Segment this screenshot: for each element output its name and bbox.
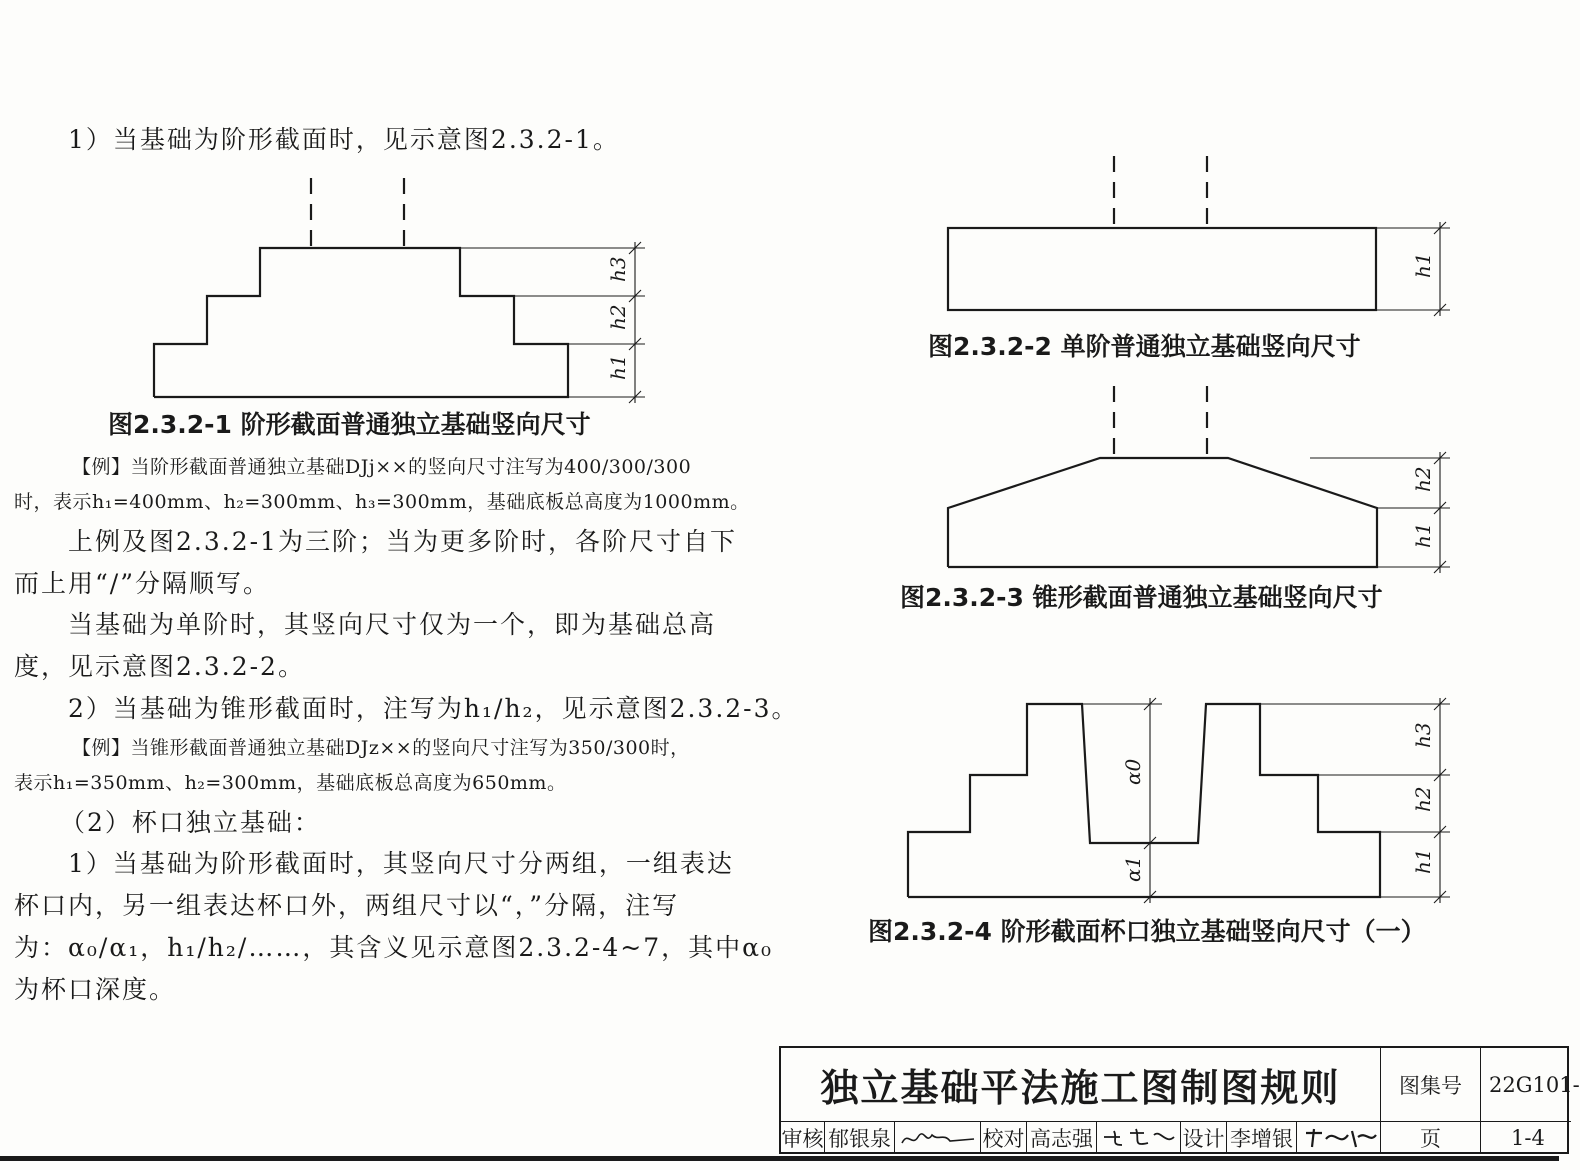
title-block (779, 1046, 1580, 1154)
section2-heading: （2）杯口独立基础： (60, 808, 321, 837)
bottom-rule (0, 1156, 1559, 1161)
fig3-caption: 图2.3.2-3 锥形截面普通独立基础竖向尺寸 (900, 583, 1383, 612)
item2-text: 2）当基础为锥形截面时，注写为h₁/h₂，见示意图2.3.2-3。 (68, 694, 799, 723)
drawing-title: 独立基础平法施工图制图规则 (781, 1048, 1381, 1122)
fig4-h1-label: h1 (1411, 848, 1435, 874)
example2-line1: 【例】当锥形截面普通独立基础DJz××的竖向尺寸注写为350/300时， (72, 737, 690, 759)
fig2-h1-label: h1 (1411, 252, 1435, 278)
figure-2-3-2-4 (890, 690, 1460, 910)
design-name: 李增银 (1227, 1122, 1297, 1154)
item1-text: 1）当基础为阶形截面时，见示意图2.3.2-1。 (68, 125, 620, 154)
page-value: 1-4 (1511, 1126, 1545, 1150)
atlas-value: 22G101- (1481, 1048, 1571, 1122)
cup-line1: 1）当基础为阶形截面时，其竖向尺寸分两组，一组表达 (68, 849, 734, 878)
para2-line2: 度，见示意图2.3.2-2。 (14, 652, 305, 681)
fig4-alpha1-label: α1 (1121, 855, 1145, 882)
example2-line2: 表示h₁=350mm、h₂=300mm，基础底板总高度为650mm。 (14, 772, 567, 794)
review-signature (895, 1122, 981, 1154)
fig4-alpha0-label: α0 (1121, 758, 1145, 785)
design-signature (1297, 1122, 1381, 1154)
cup-line2: 杯口内，另一组表达杯口外，两组尺寸以“，”分隔，注写 (14, 891, 680, 920)
fig1-h3-label: h3 (606, 256, 630, 282)
figure-2-3-2-3 (930, 380, 1460, 580)
example1-line2: 时，表示h₁=400mm、h₂=300mm、h₃=300mm，基础底板总高度为1000mm。 (14, 491, 750, 513)
page-label: 页 (1381, 1122, 1481, 1154)
atlas-label: 图集号 (1381, 1048, 1481, 1122)
cup-line4: 为杯口深度。 (14, 975, 177, 1004)
para1-line1: 上例及图2.3.2-1为三阶；当为更多阶时，各阶尺寸自下 (68, 527, 737, 556)
fig1-caption: 图2.3.2-1 阶形截面普通独立基础竖向尺寸 (108, 410, 591, 439)
fig1-h1-label: h1 (606, 354, 630, 380)
fig2-caption: 图2.3.2-2 单阶普通独立基础竖向尺寸 (928, 332, 1361, 361)
figure-2-3-2-1 (140, 170, 660, 410)
review-label: 审核 (781, 1122, 825, 1154)
design-label: 设计 (1181, 1122, 1227, 1154)
fig4-caption: 图2.3.2-4 阶形截面杯口独立基础竖向尺寸（一） (868, 917, 1426, 946)
check-signature (1097, 1122, 1181, 1154)
fig4-h3-label: h3 (1411, 722, 1435, 748)
review-name: 郁银泉 (825, 1122, 895, 1154)
example1-line1: 【例】当阶形截面普通独立基础DJj××的竖向尺寸注写为400/300/300 (72, 456, 692, 478)
figure-2-3-2-2 (930, 150, 1460, 320)
fig3-h2-label: h2 (1411, 466, 1435, 492)
check-name: 高志强 (1027, 1122, 1097, 1154)
fig3-h1-label: h1 (1411, 522, 1435, 548)
para2-line1: 当基础为单阶时，其竖向尺寸仅为一个，即为基础总高 (68, 610, 717, 639)
cup-line3: 为：α₀/α₁，h₁/h₂/……，其含义见示意图2.3.2-4~7，其中α₀ (14, 933, 774, 962)
fig4-h2-label: h2 (1411, 786, 1435, 812)
para1-line2: 而上用“/”分隔顺写。 (14, 569, 270, 598)
fig1-h2-label: h2 (606, 304, 630, 330)
check-label: 校对 (981, 1122, 1027, 1154)
